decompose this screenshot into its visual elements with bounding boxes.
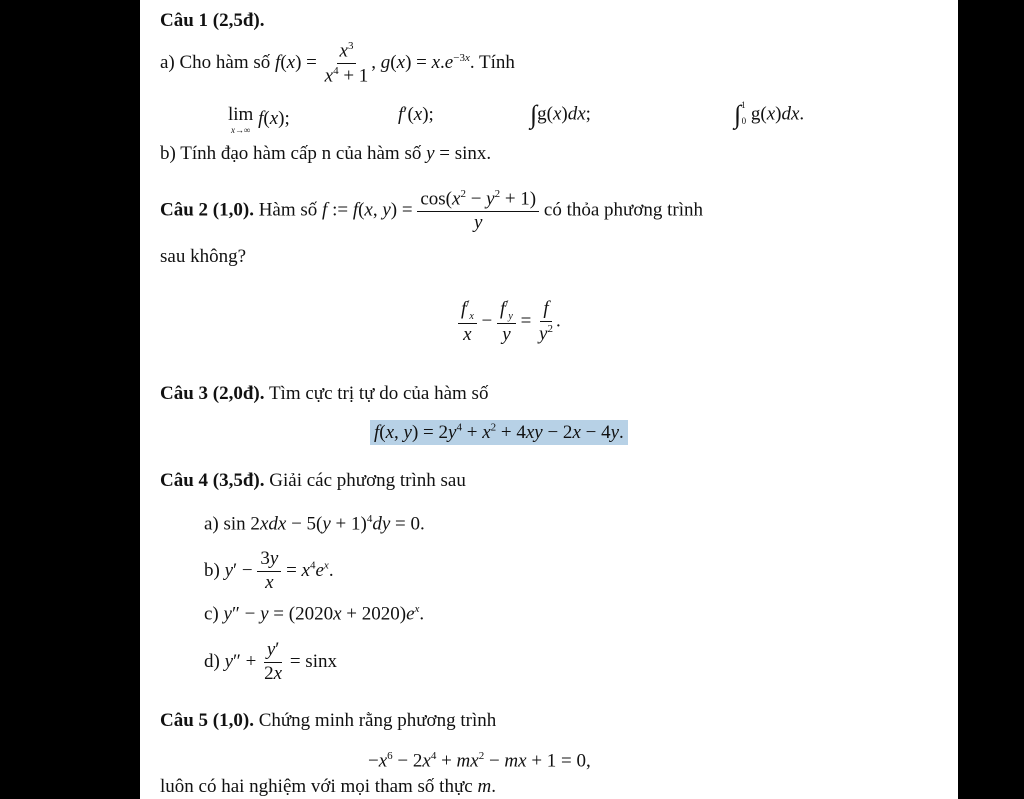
q1-limit: lim x→∞ f(x); bbox=[228, 104, 290, 135]
q1a-suffix: Tính bbox=[479, 52, 515, 74]
q3-heading: Câu 3 (2,0đ). bbox=[160, 383, 265, 404]
q1-derivative: f′(x); bbox=[398, 104, 434, 125]
q4-text: Giải các phương trình sau bbox=[269, 470, 466, 491]
q2-text2: có thỏa phương trình bbox=[543, 199, 704, 221]
q2-equation: $\frac{f^/_x}{x}$ − $\frac{f^/_y}{y}$ = $\frac{f}{y^2}$ . bbox=[458, 298, 561, 346]
q1-heading: Câu 1 (2,5đ). bbox=[160, 10, 265, 31]
q3-equation: f(x, $y) = 2y^4 + x^2 + 4xy - 2x - 4y$. bbox=[370, 422, 628, 444]
q1a-line: a) Cho hàm số f(x) = $\frac{x^3}{x^4 + 1}$ , $g(x) = x.e^{-3x}$. Tính bbox=[160, 40, 515, 87]
q1-definite-integral: ∫$^1_0$ g(x)dx. bbox=[734, 100, 805, 129]
q2-line: Câu 2 (1,0). Hàm số f := f(x, y) = $\frac{\cos(x^2 - y^2 + 1)}{y}$ có thỏa phương trình bbox=[160, 188, 704, 234]
q4d-line: d) y″ + $\frac{y'}{2x}$ = sinx bbox=[204, 639, 337, 684]
q4c-line: c) $y'' - y = (2020x + 2020)e^x$. bbox=[204, 603, 425, 625]
q4-heading: Câu 4 (3,5đ). bbox=[160, 470, 265, 491]
q5-equation: $-x^6 - 2x^4 + mx^2$ − mx + 1 = 0, bbox=[368, 750, 591, 772]
q1b-line: b) Tính đạo hàm cấp n của hàm số y = sinx. bbox=[160, 143, 492, 164]
q5-heading: Câu 5 (1,0). bbox=[160, 710, 254, 731]
q1-indefinite-integral: ∫g(x)dx; bbox=[530, 100, 591, 129]
q4-line bbox=[160, 470, 466, 492]
q2-heading: Câu 2 (1,0). bbox=[160, 199, 254, 221]
q3-line bbox=[160, 383, 488, 405]
q1a-fraction: $\frac{x^3}{x^4 + 1}$ bbox=[324, 40, 369, 87]
q2-text1: Hàm số bbox=[258, 199, 318, 221]
q2-fraction: $\frac{\cos(x^2 - y^2 + 1)}{y}$ bbox=[417, 188, 539, 234]
document-page bbox=[140, 0, 958, 799]
q5-line bbox=[160, 710, 496, 732]
q2-text3: sau không? bbox=[160, 246, 247, 267]
q4a-line: a) $\sin 2xdx - 5(y + 1)^4dy = 0$. bbox=[204, 513, 425, 535]
q1b-text: b) Tính đạo hàm cấp n của hàm số bbox=[160, 143, 422, 164]
q4b-line: b) y′ − $\frac{3y}{x}$ = $x^4e^x$. bbox=[204, 548, 334, 593]
q5-text1: Chứng minh rằng phương trình bbox=[258, 710, 497, 731]
q1a-prefix: a) Cho hàm số bbox=[160, 52, 271, 74]
q5-line2: luôn có hai nghiệm với mọi tham số thực m. bbox=[160, 776, 496, 797]
q5-text2: luôn có hai nghiệm với mọi tham số thực bbox=[160, 776, 473, 797]
q3-text: Tìm cực trị tự do của hàm số bbox=[268, 383, 489, 404]
